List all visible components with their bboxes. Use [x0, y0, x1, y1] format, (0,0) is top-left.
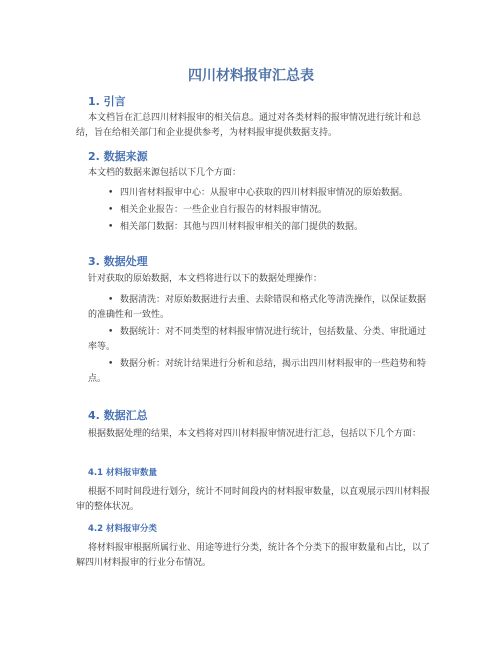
section-heading-intro: 1. 引言: [88, 95, 126, 108]
section-para-intro: 本文档旨在汇总四川材料报审的相关信息。通过对各类材料的报审情况进行统计和总结，旨在给相关部门和企业提供参考，为材料报审提供数据支持。: [76, 113, 422, 138]
section-heading-data-processing: 3. 数据处理: [88, 255, 148, 268]
section-para-data-summary: 根据数据处理的结果，本文档将对四川材料报审情况进行汇总，包括以下几个方面：: [88, 429, 422, 439]
list-item: [100, 186, 434, 201]
bullet-icon: •: [108, 359, 114, 369]
list-item-text: 数据清洗：对原始数据进行去重、去除错误和格式化等清洗操作，以保证数据的准确性和一致性。: [88, 295, 427, 320]
list-item-text: 数据统计：对不同类型的材料报审情况进行统计，包括数量、分类、审批通过率等。: [88, 327, 427, 352]
list-item-text: 相关部门数据：其他与四川材料报审相关的部门提供的数据。: [120, 222, 364, 232]
bullet-icon: •: [108, 327, 114, 337]
document-title: 四川材料报审汇总表: [188, 68, 314, 84]
list-item-text: 相关企业报告：一些企业自行报告的材料报审情况。: [120, 205, 328, 215]
subsection-heading-category: 4.2 材料报审分类: [88, 524, 158, 534]
bullet-icon: •: [108, 205, 114, 215]
subsection-heading-count: 4.1 材料报审数量: [88, 468, 158, 478]
list-item-text: 四川省材料报审中心：从报审中心获取的四川材料报审情况的原始数据。: [120, 188, 409, 198]
section-heading-data-source: 2. 数据来源: [88, 150, 148, 163]
list-item: [88, 293, 434, 323]
list-item: [88, 325, 434, 355]
list-item: [100, 220, 434, 235]
section-para-data-processing: 针对获取的原始数据，本文档将进行以下的数据处理操作：: [88, 274, 323, 284]
section-heading-data-summary: 4. 数据汇总: [88, 409, 148, 422]
subsection-para-category: 将材料报审根据所属行业、用途等进行分类，统计各个分类下的报审数量和占比，以了解四川材料报审的行业分布情况。: [76, 543, 431, 568]
list-item-text: 数据分析：对统计结果进行分析和总结，揭示出四川材料报审的一些趋势和特点。: [88, 359, 427, 384]
data-source-list: [100, 186, 434, 235]
data-processing-list: [88, 293, 434, 387]
bullet-icon: •: [108, 222, 114, 232]
bullet-icon: •: [108, 295, 114, 305]
bullet-icon: •: [108, 188, 114, 198]
list-item: [88, 357, 434, 387]
list-item: [100, 203, 434, 218]
section-para-data-source: 本文档的数据来源包括以下几个方面：: [88, 168, 242, 178]
subsection-para-count: 根据不同时间段进行划分，统计不同时间段内的材料报审数量，以直观展示四川材料报审的整体状况。: [76, 487, 431, 512]
